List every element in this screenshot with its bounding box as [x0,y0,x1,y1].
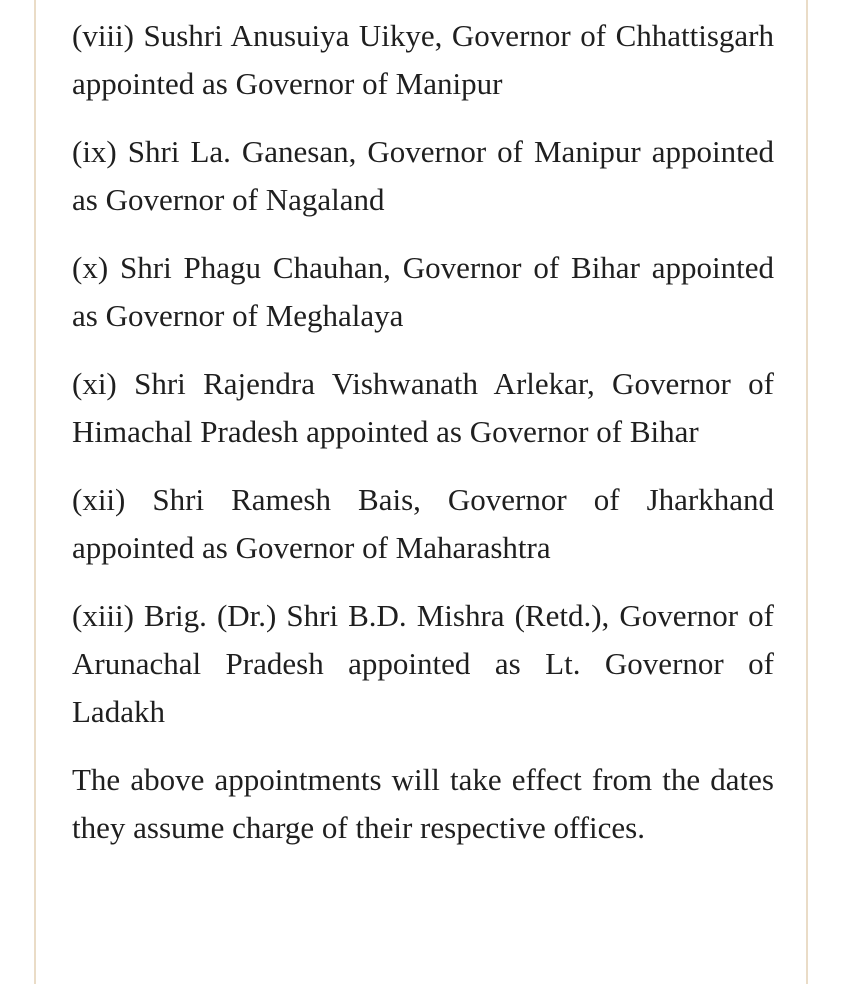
appointment-item-xii: (xii) Shri Ramesh Bais, Governor of Jharkhand appointed as Governor of Maharashtra [72,482,774,565]
left-margin-rule [34,0,36,984]
closing-paragraph: The above appointments will take effect from the dates they assume charge of their respective offices. [72,762,774,845]
appointment-item-viii: (viii) Sushri Anusuiya Uikye, Governor of Chhattisgarh appointed as Governor of Manipur [72,18,774,101]
document-body [72,12,774,852]
appointment-item-x: (x) Shri Phagu Chauhan, Governor of Bihar appointed as Governor of Meghalaya [72,250,774,333]
right-margin-rule [806,0,808,984]
appointment-item-xi: (xi) Shri Rajendra Vishwanath Arlekar, Governor of Himachal Pradesh appointed as Governor of Bihar [72,366,774,449]
appointment-item-xiii: (xiii) Brig. (Dr.) Shri B.D. Mishra (Retd.), Governor of Arunachal Pradesh appointed as Lt. Governor of Ladakh [72,598,774,729]
appointment-item-ix: (ix) Shri La. Ganesan, Governor of Manipur appointed as Governor of Nagaland [72,134,774,217]
